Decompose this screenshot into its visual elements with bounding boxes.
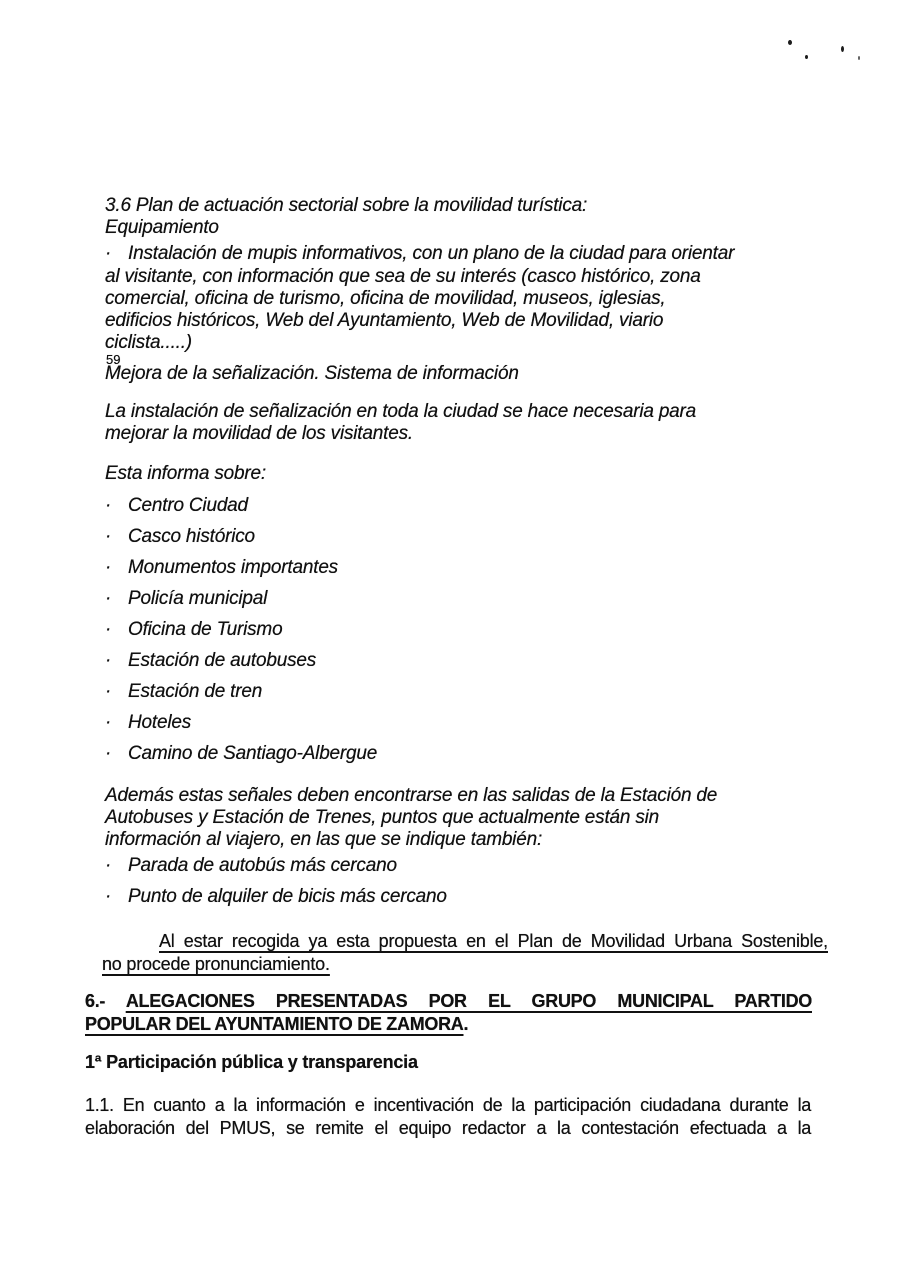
heading-line-1 [85,990,812,1013]
scan-speck [841,46,844,52]
text-line: elaboración del PMUS, se remite el equipo redactor a la contestación efectuada a la [85,1118,811,1138]
bullet-dot-icon: · [105,557,112,578]
text-line: al visitante, con información que sea de su interés (casco histórico, zona [105,266,701,287]
scan-speck [805,55,808,59]
bullet-dot-icon: · [105,712,112,733]
bullet-text: Estación de autobuses [128,650,317,671]
bullet-item [105,855,745,877]
bullet-dot-icon: · [105,743,112,764]
bullet-text: Policía municipal [128,588,268,609]
para-instalacion-senalizacion [105,401,696,445]
text-line: La instalación de señalización en toda la ciudad se hace necesaria para [105,401,697,422]
bullet-dot-icon: · [105,681,112,702]
text-line: Al estar recogida ya esta propuesta en el Plan de Movilidad Urbana Sostenible, [159,931,828,951]
bullet-item [105,619,745,641]
subheading-participacion: 1ª Participación pública y transparencia [85,1052,418,1072]
bullet-text: Hoteles [128,712,192,733]
bullet-item [105,886,745,908]
bullet-dot-icon: · [105,588,112,609]
text-line: Equipamiento [105,217,219,238]
para-1-1 [85,1094,811,1140]
informa-label: Esta informa sobre: [105,463,266,484]
heading-text-underlined: POPULAR DEL AYUNTAMIENTO DE ZAMORA [85,1014,464,1034]
bullet-dot-icon: · [105,855,112,876]
bullet-text: Punto de alquiler de bicis más cercano [128,886,447,907]
footnote-number: 59 [106,352,121,367]
salidas-bullet-list [105,855,745,908]
section-3-6-heading [105,195,587,239]
bullet-dot-icon: · [105,619,112,640]
text-line: 3.6 Plan de actuación sectorial sobre la movilidad turística: [105,195,588,216]
subtitle-mejora-senalizacion: Mejora de la señalización. Sistema de información [105,363,519,384]
heading-text-underlined: ALEGACIONES PRESENTADAS POR EL GRUPO MUNICIPAL PARTIDO [125,991,812,1011]
text-line: 1.1. En cuanto a la información e incentivación de la participación ciudadana durante la [85,1095,811,1115]
bullet-item [105,495,745,517]
bullet-mupis [105,243,745,265]
bullet-item [105,588,745,610]
informa-bullet-list [105,495,745,765]
bullet-item [105,526,745,548]
bullet-dot-icon: · [105,495,112,516]
bullet-dot-icon: · [105,526,112,547]
resolution-paragraph [102,930,828,976]
heading-line-2 [85,1013,812,1036]
bullet-item [105,681,745,703]
scan-speck [858,56,860,60]
bullet-dot-icon: · [105,243,112,264]
bullet-text: Centro Ciudad [128,495,248,516]
bullet-text: Parada de autobús más cercano [128,855,397,876]
text-line: Autobuses y Estación de Trenes, puntos que actualmente están sin [105,807,660,828]
bullet-dot-icon: · [105,886,112,907]
bullet-text: Casco histórico [128,526,255,547]
text-line: Además estas señales deben encontrarse en las salidas de la Estación de [105,785,718,806]
text-line: información al viajero, en las que se indique también: [105,829,543,850]
bullet-text: Oficina de Turismo [128,619,283,640]
text-line: mejorar la movilidad de los visitantes. [105,423,413,444]
bullet-item [105,743,745,765]
bullet-text: Camino de Santiago-Albergue [128,743,378,764]
heading-alegaciones-pp [85,990,812,1036]
bullet-item [105,712,745,734]
bullet-dot-icon: · [105,650,112,671]
bullet-item [105,650,745,672]
bullet-text: Monumentos importantes [128,557,338,578]
bullet-text: Estación de tren [128,681,263,702]
scan-speck [788,40,792,45]
text-line: ciclista.....) [105,332,192,353]
mupis-continuation [105,266,701,354]
bullet-item [105,243,745,265]
heading-period: . [463,1014,469,1034]
text-line: comercial, oficina de turismo, oficina de movilidad, museos, iglesias, [105,288,666,309]
heading-number: 6.- [85,991,106,1011]
text-line: edificios históricos, Web del Ayuntamiento, Web de Movilidad, viario [105,310,664,331]
bullet-text: Instalación de mupis informativos, con un plano de la ciudad para orientar [128,243,735,264]
text-line: no procede pronunciamiento. [102,954,330,974]
para-ademas-senales [105,785,717,851]
bullet-item [105,557,745,579]
